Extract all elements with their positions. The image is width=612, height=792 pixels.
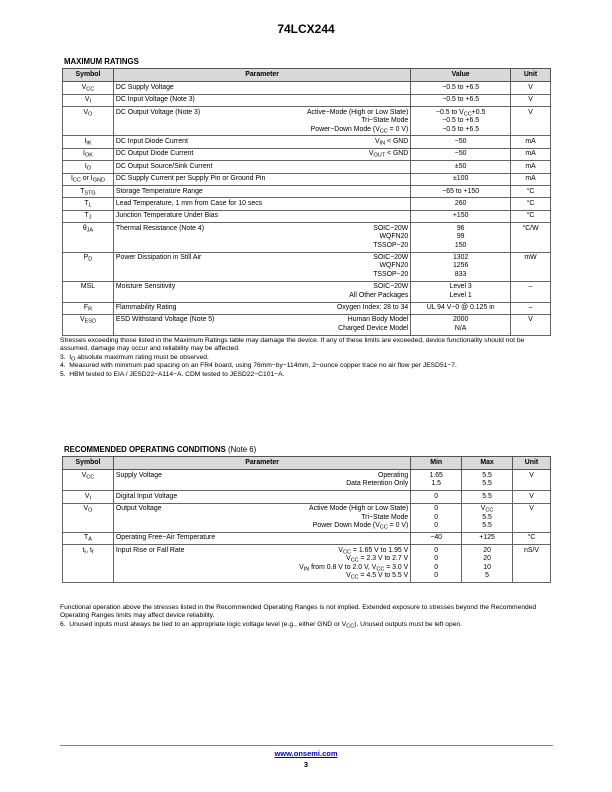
max-ratings-table <box>62 68 551 336</box>
max-ratings-notes <box>60 337 554 379</box>
table-row <box>63 210 551 222</box>
table-row <box>63 491 551 503</box>
value-cell: UL 94 V−0 @ 0.125 in <box>411 302 511 314</box>
max-cell: 5.5 5.5 <box>462 470 513 491</box>
parameter-cell: Lead Temperature, 1 mm from Case for 10 secs <box>113 198 410 210</box>
parameter-cell: Flammability Rating Oxygen Index: 28 to 34 <box>113 302 410 314</box>
value-cell: ±100 <box>411 173 511 185</box>
parameter-cell: Power Dissipation in Still Air SOIC−20W WQFN20 TSSOP−20 <box>113 252 410 281</box>
note-item: Stresses exceeding those listed in the Maximum Ratings table may damage the device. If any of these limits are exceeded, device functionality should not be assumed, damage may occur and reliability may be affected. <box>60 337 525 353</box>
parameter-cell: ESD Withstand Voltage (Note 5) Human Body Model Charged Device Model <box>113 314 410 335</box>
unit-cell: mA <box>511 161 551 173</box>
col-value: Value <box>411 69 511 82</box>
unit-cell: V <box>513 503 551 532</box>
page-number: 3 <box>303 760 309 769</box>
table-row <box>63 107 551 136</box>
parameter-cell: DC Output Diode Current $V_{OUT}$ < GND <box>113 148 410 160</box>
table-row <box>63 94 551 106</box>
unit-cell: V <box>513 470 551 491</box>
unit-cell: – <box>511 302 551 314</box>
parameter-cell: Thermal Resistance (Note 4) SOIC−20W WQFN20 TSSOP−20 <box>113 223 410 252</box>
note-item: 3. $I_O$ absolute maximum rating must be observed. <box>60 353 209 363</box>
value-cell: −0.5 to +6.5 <box>411 94 511 106</box>
symbol-cell: $\theta_{JA}$ <box>63 223 114 252</box>
parameter-cell: Operating Free−Air Temperature <box>113 532 410 544</box>
value-cell: Level 3 Level 1 <box>411 281 511 302</box>
min-cell: 0 0 0 0 <box>411 545 462 583</box>
table-row <box>63 503 551 532</box>
table-row <box>63 136 551 148</box>
symbol-cell: $T_A$ <box>63 532 114 544</box>
unit-cell: °C <box>513 532 551 544</box>
value-cell: −65 to +150 <box>411 186 511 198</box>
table-row <box>63 161 551 173</box>
col-parameter: Parameter <box>113 69 410 82</box>
table-row <box>63 252 551 281</box>
rec-conditions-table <box>62 456 551 583</box>
symbol-cell: $V_I$ <box>63 94 114 106</box>
symbol-cell: $V_{CC}$ <box>63 470 114 491</box>
footer-divider <box>60 745 553 746</box>
parameter-cell: Moisture Sensitivity SOIC−20W All Other Packages <box>113 281 410 302</box>
footer-link[interactable]: www.onsemi.com <box>274 749 338 758</box>
col-symbol: Symbol <box>63 457 114 470</box>
unit-cell: °C <box>511 186 551 198</box>
symbol-cell: $P_D$ <box>63 252 114 281</box>
unit-cell: nS/V <box>513 545 551 583</box>
symbol-cell: $V_{CC}$ <box>63 82 114 94</box>
symbol-cell: $V_O$ <box>63 503 114 532</box>
table-row <box>63 173 551 185</box>
unit-cell: V <box>511 82 551 94</box>
parameter-cell: Storage Temperature Range <box>113 186 410 198</box>
parameter-cell: DC Output Voltage (Note 3) Active−Mode (High or Low State) Tri−State Mode Power−Down Mode ($V_{CC} = 0$ V) <box>113 107 410 136</box>
min-cell: 0 0 0 <box>411 503 462 532</box>
symbol-cell: $T_J$ <box>63 210 114 222</box>
parameter-cell: Supply Voltage Operating Data Retention Only <box>113 470 410 491</box>
table-row <box>63 281 551 302</box>
parameter-cell: Digital Input Voltage <box>113 491 410 503</box>
table-row <box>63 223 551 252</box>
value-cell: ±50 <box>411 161 511 173</box>
note-item: 5. HBM tested to EIA / JESD22−A114−A. CDM tested to JESD22−C101−A. <box>60 370 285 378</box>
symbol-cell: $I_{OK}$ <box>63 148 114 160</box>
table-row <box>63 314 551 335</box>
value-cell: +150 <box>411 210 511 222</box>
parameter-cell: Output Voltage Active Mode (High or Low State) Tri−State Mode Power Down Mode ($V_{CC} = 0$ V) <box>113 503 410 532</box>
unit-cell: mA <box>511 173 551 185</box>
unit-cell: – <box>511 281 551 302</box>
col-min: Min <box>411 457 462 470</box>
value-cell: 2000 N/A <box>411 314 511 335</box>
table-row <box>63 82 551 94</box>
value-cell: −0.5 to $V_{CC}+0.5$ −0.5 to +6.5 −0.5 to +6.5 <box>411 107 511 136</box>
unit-cell: mA <box>511 148 551 160</box>
table-row <box>63 545 551 583</box>
parameter-cell: DC Supply Voltage <box>113 82 410 94</box>
symbol-cell: MSL <box>63 281 114 302</box>
max-ratings-title: MAXIMUM RATINGS <box>64 57 139 66</box>
table-row <box>63 470 551 491</box>
max-cell: 20 20 10 5 <box>462 545 513 583</box>
symbol-cell: $I_O$ <box>63 161 114 173</box>
unit-cell: V <box>513 491 551 503</box>
symbol-cell: $T_{STG}$ <box>63 186 114 198</box>
note-item: 4. Measured with minimum pad spacing on an FR4 board, using 76mm−by−114mm, 2−ounce copper trace no air flow per JESD51−7. <box>60 362 457 370</box>
value-cell: 260 <box>411 198 511 210</box>
table-row <box>63 302 551 314</box>
symbol-cell: $V_{ESD}$ <box>63 314 114 335</box>
unit-cell: V <box>511 107 551 136</box>
symbol-cell: $V_O$ <box>63 107 114 136</box>
min-cell: 0 <box>411 491 462 503</box>
value-cell: 1302 1256 833 <box>411 252 511 281</box>
rec-conditions-title: RECOMMENDED OPERATING CONDITIONS (Note 6) <box>64 445 257 454</box>
col-parameter: Parameter <box>113 457 410 470</box>
unit-cell: °C/W <box>511 223 551 252</box>
parameter-cell: DC Supply Current per Supply Pin or Ground Pin <box>113 173 410 185</box>
symbol-cell: $F_R$ <box>63 302 114 314</box>
table-row <box>63 148 551 160</box>
note-item: 6. Unused inputs must always be tied to an appropriate logic voltage level (e.g., either GND or $V_{CC}$). Unused outputs must be left open. <box>60 620 462 630</box>
max-cell: +125 <box>462 532 513 544</box>
value-cell: −50 <box>411 148 511 160</box>
unit-cell: mA <box>511 136 551 148</box>
table-row <box>63 532 551 544</box>
page-title: 74LCX244 <box>277 22 335 36</box>
table-row <box>63 198 551 210</box>
value-cell: −50 <box>411 136 511 148</box>
unit-cell: °C <box>511 198 551 210</box>
rec-conditions-notes <box>60 604 554 629</box>
max-cell: $V_{CC}$ 5.5 5.5 <box>462 503 513 532</box>
min-cell: −40 <box>411 532 462 544</box>
col-unit: Unit <box>513 457 551 470</box>
min-cell: 1.65 1.5 <box>411 470 462 491</box>
symbol-cell: $I_{CC}$ or $I_{GND}$ <box>63 173 114 185</box>
note-item: Functional operation above the stresses listed in the Recommended Operating Ranges is not implied. Extended exposure to stresses beyond the Recommended Operating Ranges limits may affect device reliability. <box>60 604 537 620</box>
unit-cell: °C <box>511 210 551 222</box>
symbol-cell: $V_I$ <box>63 491 114 503</box>
value-cell: 96 99 150 <box>411 223 511 252</box>
parameter-cell: DC Output Source/Sink Current <box>113 161 410 173</box>
unit-cell: mW <box>511 252 551 281</box>
parameter-cell: Input Rise or Fall Rate $V_{CC} = 1.65$ V to 1.95 V $V_{CC} = 2.3$ V to 2.7 V $V_{IN}$ from 0.8 V to 2.0 V, $V_{CC} = 3.0$ V $V_{CC} = 4.5$ V to 5.5 V <box>113 545 410 583</box>
unit-cell: V <box>511 314 551 335</box>
col-symbol: Symbol <box>63 69 114 82</box>
col-unit: Unit <box>511 69 551 82</box>
symbol-cell: $t_r$, $t_f$ <box>63 545 114 583</box>
col-max: Max <box>462 457 513 470</box>
value-cell: −0.5 to +6.5 <box>411 82 511 94</box>
unit-cell: V <box>511 94 551 106</box>
symbol-cell: $I_{IK}$ <box>63 136 114 148</box>
parameter-cell: DC Input Voltage (Note 3) <box>113 94 410 106</box>
symbol-cell: $T_L$ <box>63 198 114 210</box>
table-row <box>63 186 551 198</box>
max-cell: 5.5 <box>462 491 513 503</box>
parameter-cell: DC Input Diode Current $V_{IN}$ < GND <box>113 136 410 148</box>
parameter-cell: Junction Temperature Under Bias <box>113 210 410 222</box>
